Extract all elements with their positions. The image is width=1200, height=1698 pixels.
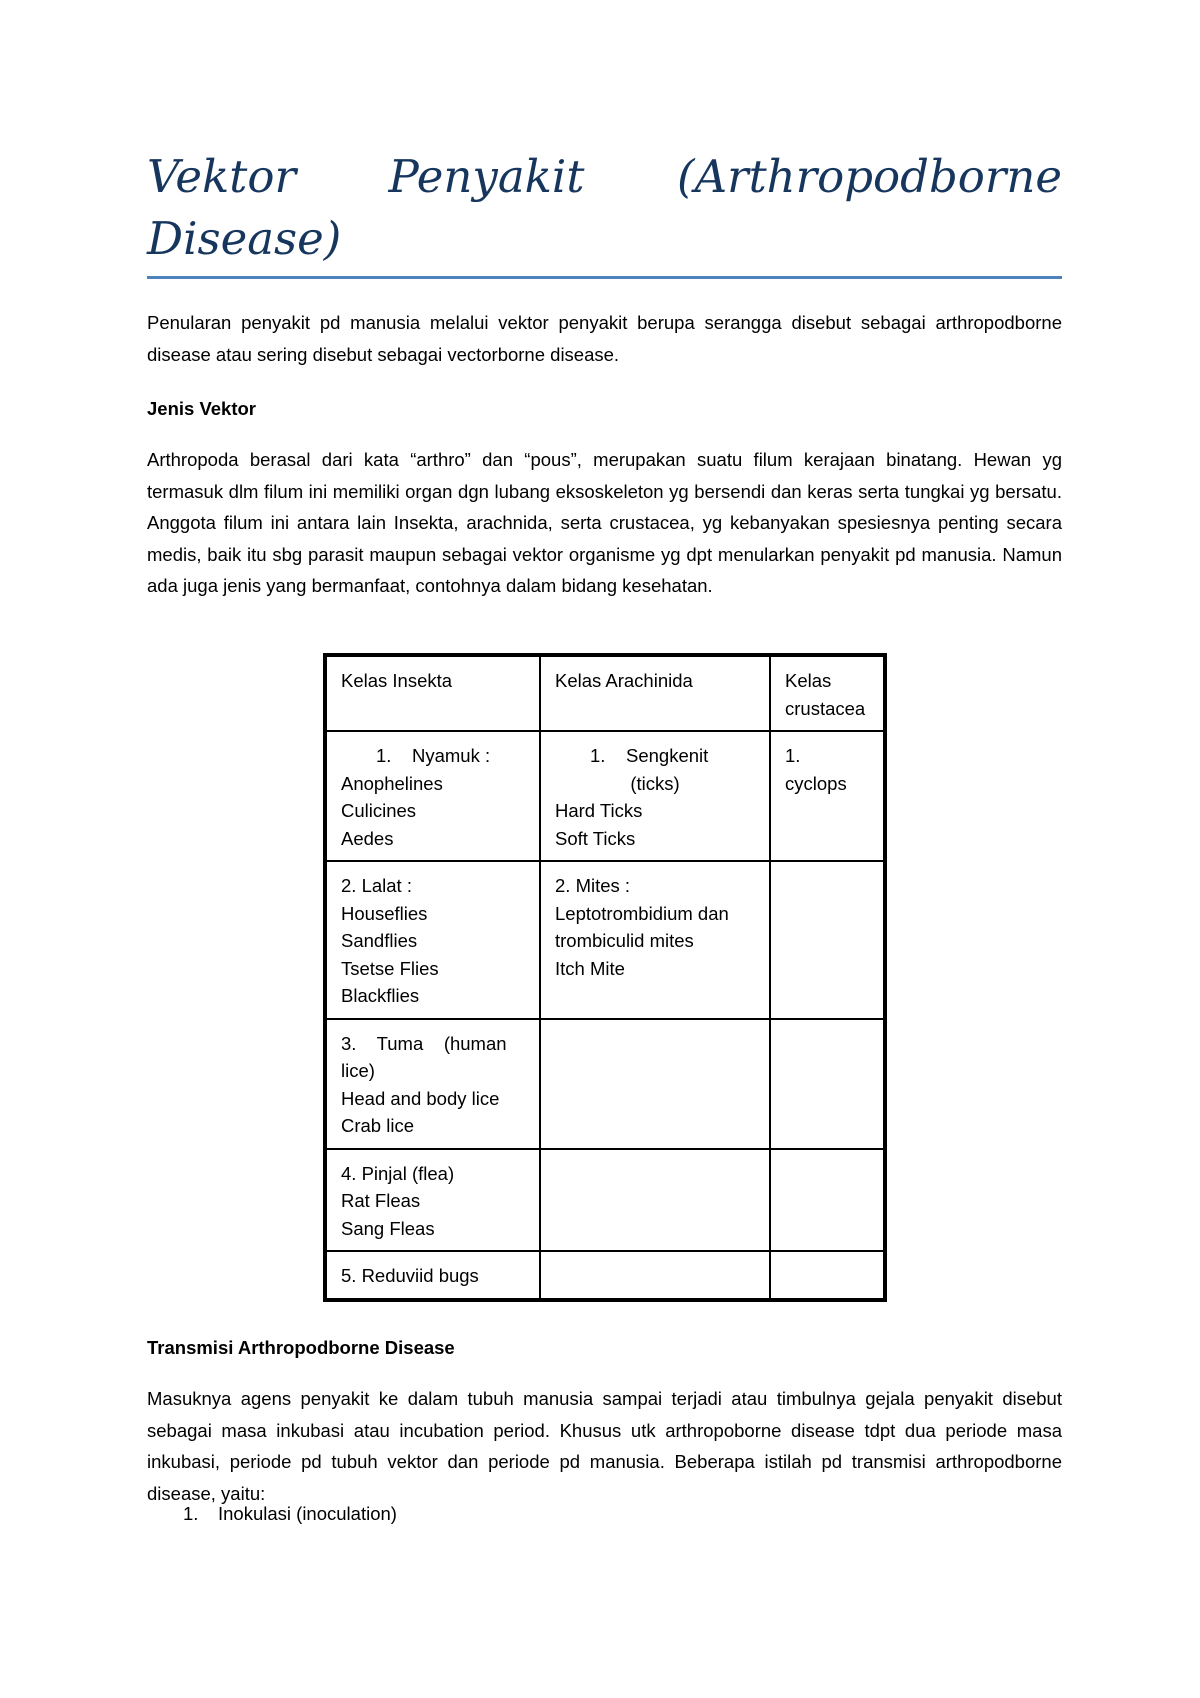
cell-line: lice): [341, 1060, 375, 1081]
cell-line: Tsetse Flies: [341, 957, 439, 979]
cell-line: 2. Lalat :: [341, 875, 412, 896]
cell-line: Culicines: [341, 800, 417, 821]
table-cell: [540, 1019, 770, 1149]
header-cell: Kelas Arachinida: [540, 655, 770, 731]
cell-line: Leptotrombidium dan: [555, 902, 729, 924]
table-cell: [325, 1251, 540, 1300]
table-cell: [540, 1251, 770, 1300]
title-word: Penyakit: [388, 150, 585, 203]
cell-line: trombiculid mites: [555, 930, 694, 951]
jenis-vektor-paragraph: Arthropoda berasal dari kata “arthro” dan “pous”, merupakan suatu filum kerajaan binatang. Hewan yg termasuk dlm filum ini memiliki organ dgn lubang eksoskeleton yg bersendi dan keras serta tungkai yg bersatu. Anggota filum ini antara lain Insekta, arachnida, serta crustacea, yg kebanyakan spesiesnya penting secara medis, baik itu sbg parasit maupun sebagai vektor organisme yg dpt menularkan penyakit pd manusia. Namun ada juga jenis yang bermanfaat, contohnya dalam bidang kesehatan.: [147, 449, 1062, 596]
table-cell: [770, 861, 885, 1019]
cell-line: 3. Tuma (human: [341, 1032, 507, 1054]
table-cell: [540, 731, 770, 861]
table-cell: [770, 1251, 885, 1300]
title-underline: [147, 276, 1062, 279]
table-cell: [325, 731, 540, 861]
table-cell: [770, 1149, 885, 1252]
table-cell: [770, 731, 885, 861]
cell-line: Anophelines: [341, 772, 443, 794]
header-cell: Kelas crustacea: [770, 655, 885, 731]
table-row: [325, 1251, 885, 1300]
table-cell: [540, 861, 770, 1019]
transmisi-paragraph: Masuknya agens penyakit ke dalam tubuh manusia sampai terjadi atau timbulnya gejala penyakit disebut sebagai masa inkubasi atau incubation period. Khusus utk arthropoborne disease tdpt dua periode masa inkubasi, periode pd tubuh vektor dan periode pd manusia. Beberapa istilah pd transmisi arthropodborne disease, yaitu:: [147, 1388, 1062, 1504]
cell-line: (ticks): [630, 772, 680, 794]
cell-line: 1. Sengkenit: [590, 745, 709, 766]
table-cell: [325, 1149, 540, 1252]
table-header-row: [325, 655, 885, 731]
section-heading-transmisi: Transmisi Arthropodborne Disease: [147, 1337, 455, 1358]
cell-line: cyclops: [785, 772, 847, 794]
title-line-2: Disease): [147, 212, 342, 265]
intro-paragraph: Penularan penyakit pd manusia melalui vektor penyakit berupa serangga disebut sebagai arthropodborne disease atau sering disebut sebagai vectorborne disease.: [147, 312, 1062, 365]
cell-line: Crab lice: [341, 1115, 414, 1136]
cell-line: Itch Mite: [555, 957, 625, 979]
cell-line: 1. Nyamuk :: [376, 745, 491, 766]
vector-table: [323, 653, 887, 1302]
title-word: Vektor: [147, 150, 296, 203]
cell-line: Head and body lice: [341, 1087, 500, 1109]
table-row: [325, 1019, 885, 1149]
cell-line: Sang Fleas: [341, 1217, 435, 1239]
table-cell: [325, 861, 540, 1019]
section-heading-jenis-vektor: Jenis Vektor: [147, 398, 257, 419]
cell-line: 5. Reduviid bugs: [341, 1265, 479, 1286]
document-title: [147, 146, 1062, 270]
cell-line: Sandflies: [341, 930, 418, 951]
list-number: 1.: [183, 1503, 199, 1524]
list-item: [183, 1503, 397, 1525]
table-row: [325, 861, 885, 1019]
cell-line: Aedes: [341, 827, 394, 849]
table-row: [325, 1149, 885, 1252]
cell-line: Houseflies: [341, 902, 428, 924]
cell-line: Soft Ticks: [555, 827, 636, 849]
table-row: [325, 731, 885, 861]
table-cell: [325, 1019, 540, 1149]
cell-line: 2. Mites :: [555, 875, 631, 896]
cell-line: Hard Ticks: [555, 800, 643, 821]
table-cell: [540, 1149, 770, 1252]
title-word: (Arthropodborne: [677, 150, 1062, 203]
cell-line: 4. Pinjal (flea): [341, 1162, 455, 1184]
header-cell: Kelas Insekta: [325, 655, 540, 731]
cell-line: Rat Fleas: [341, 1190, 421, 1211]
cell-line: 1.: [785, 745, 801, 766]
list-text: Inokulasi (inoculation): [218, 1503, 397, 1524]
table-cell: [770, 1019, 885, 1149]
cell-line: Blackflies: [341, 985, 420, 1006]
